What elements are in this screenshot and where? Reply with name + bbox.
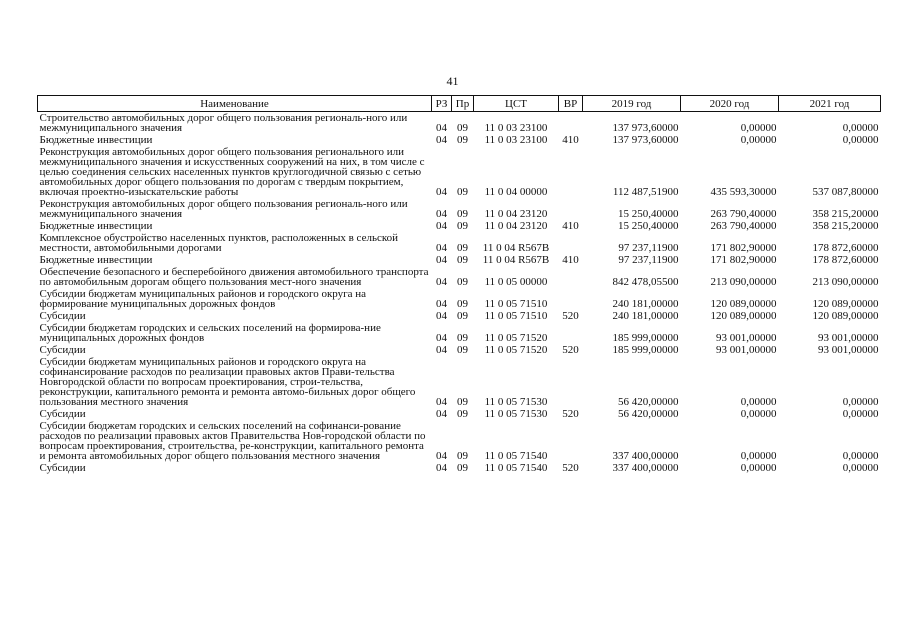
row-2019-value: 240 181,00000 bbox=[612, 310, 679, 322]
row-vr: 520 bbox=[562, 344, 579, 356]
row-2020-value: 93 001,00000 bbox=[716, 344, 777, 356]
row-name: Субсидии bbox=[39, 344, 86, 356]
row-rz: 04 bbox=[436, 396, 447, 408]
row-cst: 11 0 05 71510 bbox=[484, 298, 548, 310]
row-cst: 11 0 03 23100 bbox=[484, 134, 548, 146]
row-2020-value: 0,00000 bbox=[740, 408, 777, 420]
row-2021-value: 0,00000 bbox=[842, 122, 879, 134]
row-cst: 11 0 05 71530 bbox=[484, 408, 548, 420]
row-2021-value: 0,00000 bbox=[842, 134, 879, 146]
table-row bbox=[38, 198, 881, 220]
header-2019: 2019 год bbox=[583, 96, 681, 112]
table-header-row bbox=[38, 96, 881, 112]
row-2019-value: 56 420,00000 bbox=[618, 396, 679, 408]
row-2021-value: 93 001,00000 bbox=[818, 344, 879, 356]
row-pr: 09 bbox=[457, 242, 468, 254]
row-vr: 410 bbox=[562, 220, 579, 232]
header-rz: РЗ bbox=[432, 96, 452, 112]
row-name: Комплексное обустройство населенных пунктов, расположенных в сельской местности, автомобильными дорогами bbox=[39, 232, 399, 254]
row-cst: 11 0 05 71520 bbox=[484, 332, 548, 344]
table-row bbox=[38, 146, 881, 198]
row-2019-value: 97 237,11900 bbox=[618, 242, 679, 254]
row-pr: 09 bbox=[457, 310, 468, 322]
row-2020-value: 0,00000 bbox=[740, 134, 777, 146]
row-rz: 04 bbox=[436, 332, 447, 344]
table-row bbox=[38, 112, 881, 135]
table-row bbox=[38, 408, 881, 420]
row-cst: 11 0 05 71530 bbox=[484, 396, 548, 408]
table-row bbox=[38, 254, 881, 266]
table-row bbox=[38, 266, 881, 288]
row-2021-value: 358 215,20000 bbox=[812, 208, 879, 220]
table-row bbox=[38, 344, 881, 356]
row-2020-value: 0,00000 bbox=[740, 396, 777, 408]
row-vr bbox=[559, 420, 583, 462]
row-pr: 09 bbox=[457, 396, 468, 408]
row-2019-value: 137 973,60000 bbox=[612, 122, 679, 134]
row-cst: 11 0 03 23100 bbox=[484, 122, 548, 134]
row-name: Бюджетные инвестиции bbox=[39, 254, 153, 266]
row-cst: 11 0 05 71540 bbox=[484, 462, 548, 474]
row-pr: 09 bbox=[457, 344, 468, 356]
row-rz: 04 bbox=[436, 220, 447, 232]
row-2019-value: 185 999,00000 bbox=[612, 332, 679, 344]
header-pr: Пр bbox=[452, 96, 474, 112]
row-2020-value: 171 802,90000 bbox=[710, 254, 777, 266]
header-2021: 2021 год bbox=[779, 96, 881, 112]
row-rz: 04 bbox=[436, 344, 447, 356]
row-name: Субсидии bbox=[39, 462, 86, 474]
row-rz: 04 bbox=[436, 298, 447, 310]
row-cst: 11 0 04 00000 bbox=[484, 186, 548, 198]
row-rz: 04 bbox=[436, 134, 447, 146]
row-vr bbox=[559, 198, 583, 220]
table-row bbox=[38, 322, 881, 344]
row-pr: 09 bbox=[457, 332, 468, 344]
row-pr: 09 bbox=[457, 186, 468, 198]
row-2021-value: 120 089,00000 bbox=[812, 298, 879, 310]
row-pr: 09 bbox=[457, 450, 468, 462]
row-2019-value: 15 250,40000 bbox=[618, 208, 679, 220]
row-2021-value: 213 090,00000 bbox=[812, 276, 879, 288]
table-row bbox=[38, 462, 881, 474]
row-2019-value: 97 237,11900 bbox=[618, 254, 679, 266]
row-name: Субсидии бюджетам городских и сельских поселений на софинанси-рование расходов по реализации правовых актов Правительства Нов-городской области по вопросам проектирования, строительства, ре-конструкции, капитального ремонта и ремонта автомобильных дорог общего пользования местного значения bbox=[39, 420, 426, 462]
header-name: Наименование bbox=[38, 96, 432, 112]
row-vr bbox=[559, 288, 583, 310]
row-pr: 09 bbox=[457, 408, 468, 420]
table-row bbox=[38, 310, 881, 322]
row-pr: 09 bbox=[457, 276, 468, 288]
row-name: Субсидии bbox=[39, 310, 86, 322]
row-pr: 09 bbox=[457, 134, 468, 146]
table-row bbox=[38, 420, 881, 462]
row-vr: 520 bbox=[562, 310, 579, 322]
table-row bbox=[38, 288, 881, 310]
table-row bbox=[38, 232, 881, 254]
row-2020-value: 263 790,40000 bbox=[710, 220, 777, 232]
row-2020-value: 120 089,00000 bbox=[710, 298, 777, 310]
row-cst: 11 0 04 R567B bbox=[482, 242, 550, 254]
row-pr: 09 bbox=[457, 208, 468, 220]
row-rz: 04 bbox=[436, 276, 447, 288]
row-cst: 11 0 05 71510 bbox=[484, 310, 548, 322]
row-name: Обеспечение безопасного и бесперебойного движения автомобильного транспорта по автомобильным дорогам общего пользования мест-ного значения bbox=[39, 266, 429, 288]
row-name: Бюджетные инвестиции bbox=[39, 134, 153, 146]
table-body bbox=[38, 112, 881, 475]
row-2020-value: 263 790,40000 bbox=[710, 208, 777, 220]
row-vr: 520 bbox=[562, 462, 579, 474]
header-vr: ВР bbox=[559, 96, 583, 112]
row-name: Субсидии бюджетам муниципальных районов и городского округа на софинансирование расходов по реализации правовых актов Прави-тельства Новгородской области по вопросам проектирования, строи-тельства, реконструкции, капитального ремонта и ремонта автомо-бильных дорог общего пользования местного значения bbox=[39, 356, 416, 408]
row-name: Субсидии bbox=[39, 408, 86, 420]
row-2019-value: 137 973,60000 bbox=[612, 134, 679, 146]
row-rz: 04 bbox=[436, 450, 447, 462]
row-2020-value: 435 593,30000 bbox=[710, 186, 777, 198]
row-pr: 09 bbox=[457, 462, 468, 474]
row-pr: 09 bbox=[457, 254, 468, 266]
row-rz: 04 bbox=[436, 242, 447, 254]
row-2021-value: 178 872,60000 bbox=[812, 254, 879, 266]
row-rz: 04 bbox=[436, 208, 447, 220]
row-vr bbox=[559, 146, 583, 198]
row-pr: 09 bbox=[457, 122, 468, 134]
row-rz: 04 bbox=[436, 122, 447, 134]
row-2020-value: 213 090,00000 bbox=[710, 276, 777, 288]
row-name: Бюджетные инвестиции bbox=[39, 220, 153, 232]
row-2019-value: 842 478,05500 bbox=[612, 276, 679, 288]
row-2020-value: 0,00000 bbox=[740, 450, 777, 462]
row-vr bbox=[559, 322, 583, 344]
row-name: Строительство автомобильных дорог общего пользования региональ-ного или межмуниципального значения bbox=[39, 112, 408, 134]
row-rz: 04 bbox=[436, 462, 447, 474]
row-2019-value: 337 400,00000 bbox=[612, 450, 679, 462]
row-vr bbox=[559, 356, 583, 408]
row-vr: 520 bbox=[562, 408, 579, 420]
row-2019-value: 15 250,40000 bbox=[618, 220, 679, 232]
row-vr: 410 bbox=[562, 254, 579, 266]
row-rz: 04 bbox=[436, 408, 447, 420]
budget-table bbox=[37, 95, 881, 474]
row-2021-value: 358 215,20000 bbox=[812, 220, 879, 232]
row-2019-value: 185 999,00000 bbox=[612, 344, 679, 356]
row-2019-value: 112 487,51900 bbox=[612, 186, 679, 198]
page-number: 41 bbox=[446, 74, 459, 88]
header-cst: ЦСТ bbox=[474, 96, 559, 112]
row-2020-value: 120 089,00000 bbox=[710, 310, 777, 322]
row-2019-value: 240 181,00000 bbox=[612, 298, 679, 310]
row-cst: 11 0 04 23120 bbox=[484, 220, 548, 232]
row-2020-value: 0,00000 bbox=[740, 122, 777, 134]
row-rz: 04 bbox=[436, 186, 447, 198]
row-cst: 11 0 05 71520 bbox=[484, 344, 548, 356]
table-row bbox=[38, 220, 881, 232]
row-name: Субсидии бюджетам муниципальных районов и городского округа на формирование муниципальных дорожных фондов bbox=[39, 288, 367, 310]
row-rz: 04 bbox=[436, 254, 447, 266]
row-pr: 09 bbox=[457, 220, 468, 232]
row-2021-value: 178 872,60000 bbox=[812, 242, 879, 254]
row-rz: 04 bbox=[436, 310, 447, 322]
row-pr: 09 bbox=[457, 298, 468, 310]
row-vr: 410 bbox=[562, 134, 579, 146]
header-2020: 2020 год bbox=[681, 96, 779, 112]
row-name: Реконструкция автомобильных дорог общего пользования регионального или межмуниципального значения и искусственных сооружений на них, в том числе с целью соединения сельских населенных пунктов круглогодичной связью с сетью автомобильных дорог общего пользования по дорогам с твердым покрытием, включая проектно-изыскательские работы bbox=[39, 146, 425, 198]
row-vr bbox=[559, 112, 583, 135]
row-2021-value: 0,00000 bbox=[842, 408, 879, 420]
table-row bbox=[38, 356, 881, 408]
row-2020-value: 93 001,00000 bbox=[716, 332, 777, 344]
row-cst: 11 0 04 23120 bbox=[484, 208, 548, 220]
row-2021-value: 93 001,00000 bbox=[818, 332, 879, 344]
row-name: Реконструкция автомобильных дорог общего пользования региональ-ного или межмуниципального значения bbox=[39, 198, 408, 220]
row-vr bbox=[559, 232, 583, 254]
row-cst: 11 0 04 R567B bbox=[482, 254, 550, 266]
row-cst: 11 0 05 00000 bbox=[484, 276, 548, 288]
row-2021-value: 0,00000 bbox=[842, 462, 879, 474]
row-2021-value: 120 089,00000 bbox=[812, 310, 879, 322]
row-2020-value: 0,00000 bbox=[740, 462, 777, 474]
row-2020-value: 171 802,90000 bbox=[710, 242, 777, 254]
row-vr bbox=[559, 266, 583, 288]
row-cst: 11 0 05 71540 bbox=[484, 450, 548, 462]
row-2019-value: 56 420,00000 bbox=[618, 408, 679, 420]
row-2019-value: 337 400,00000 bbox=[612, 462, 679, 474]
row-2021-value: 537 087,80000 bbox=[812, 186, 879, 198]
table-row bbox=[38, 134, 881, 146]
row-2021-value: 0,00000 bbox=[842, 396, 879, 408]
row-2021-value: 0,00000 bbox=[842, 450, 879, 462]
row-name: Субсидии бюджетам городских и сельских поселений на формирова-ние муниципальных дорожных фондов bbox=[39, 322, 381, 344]
